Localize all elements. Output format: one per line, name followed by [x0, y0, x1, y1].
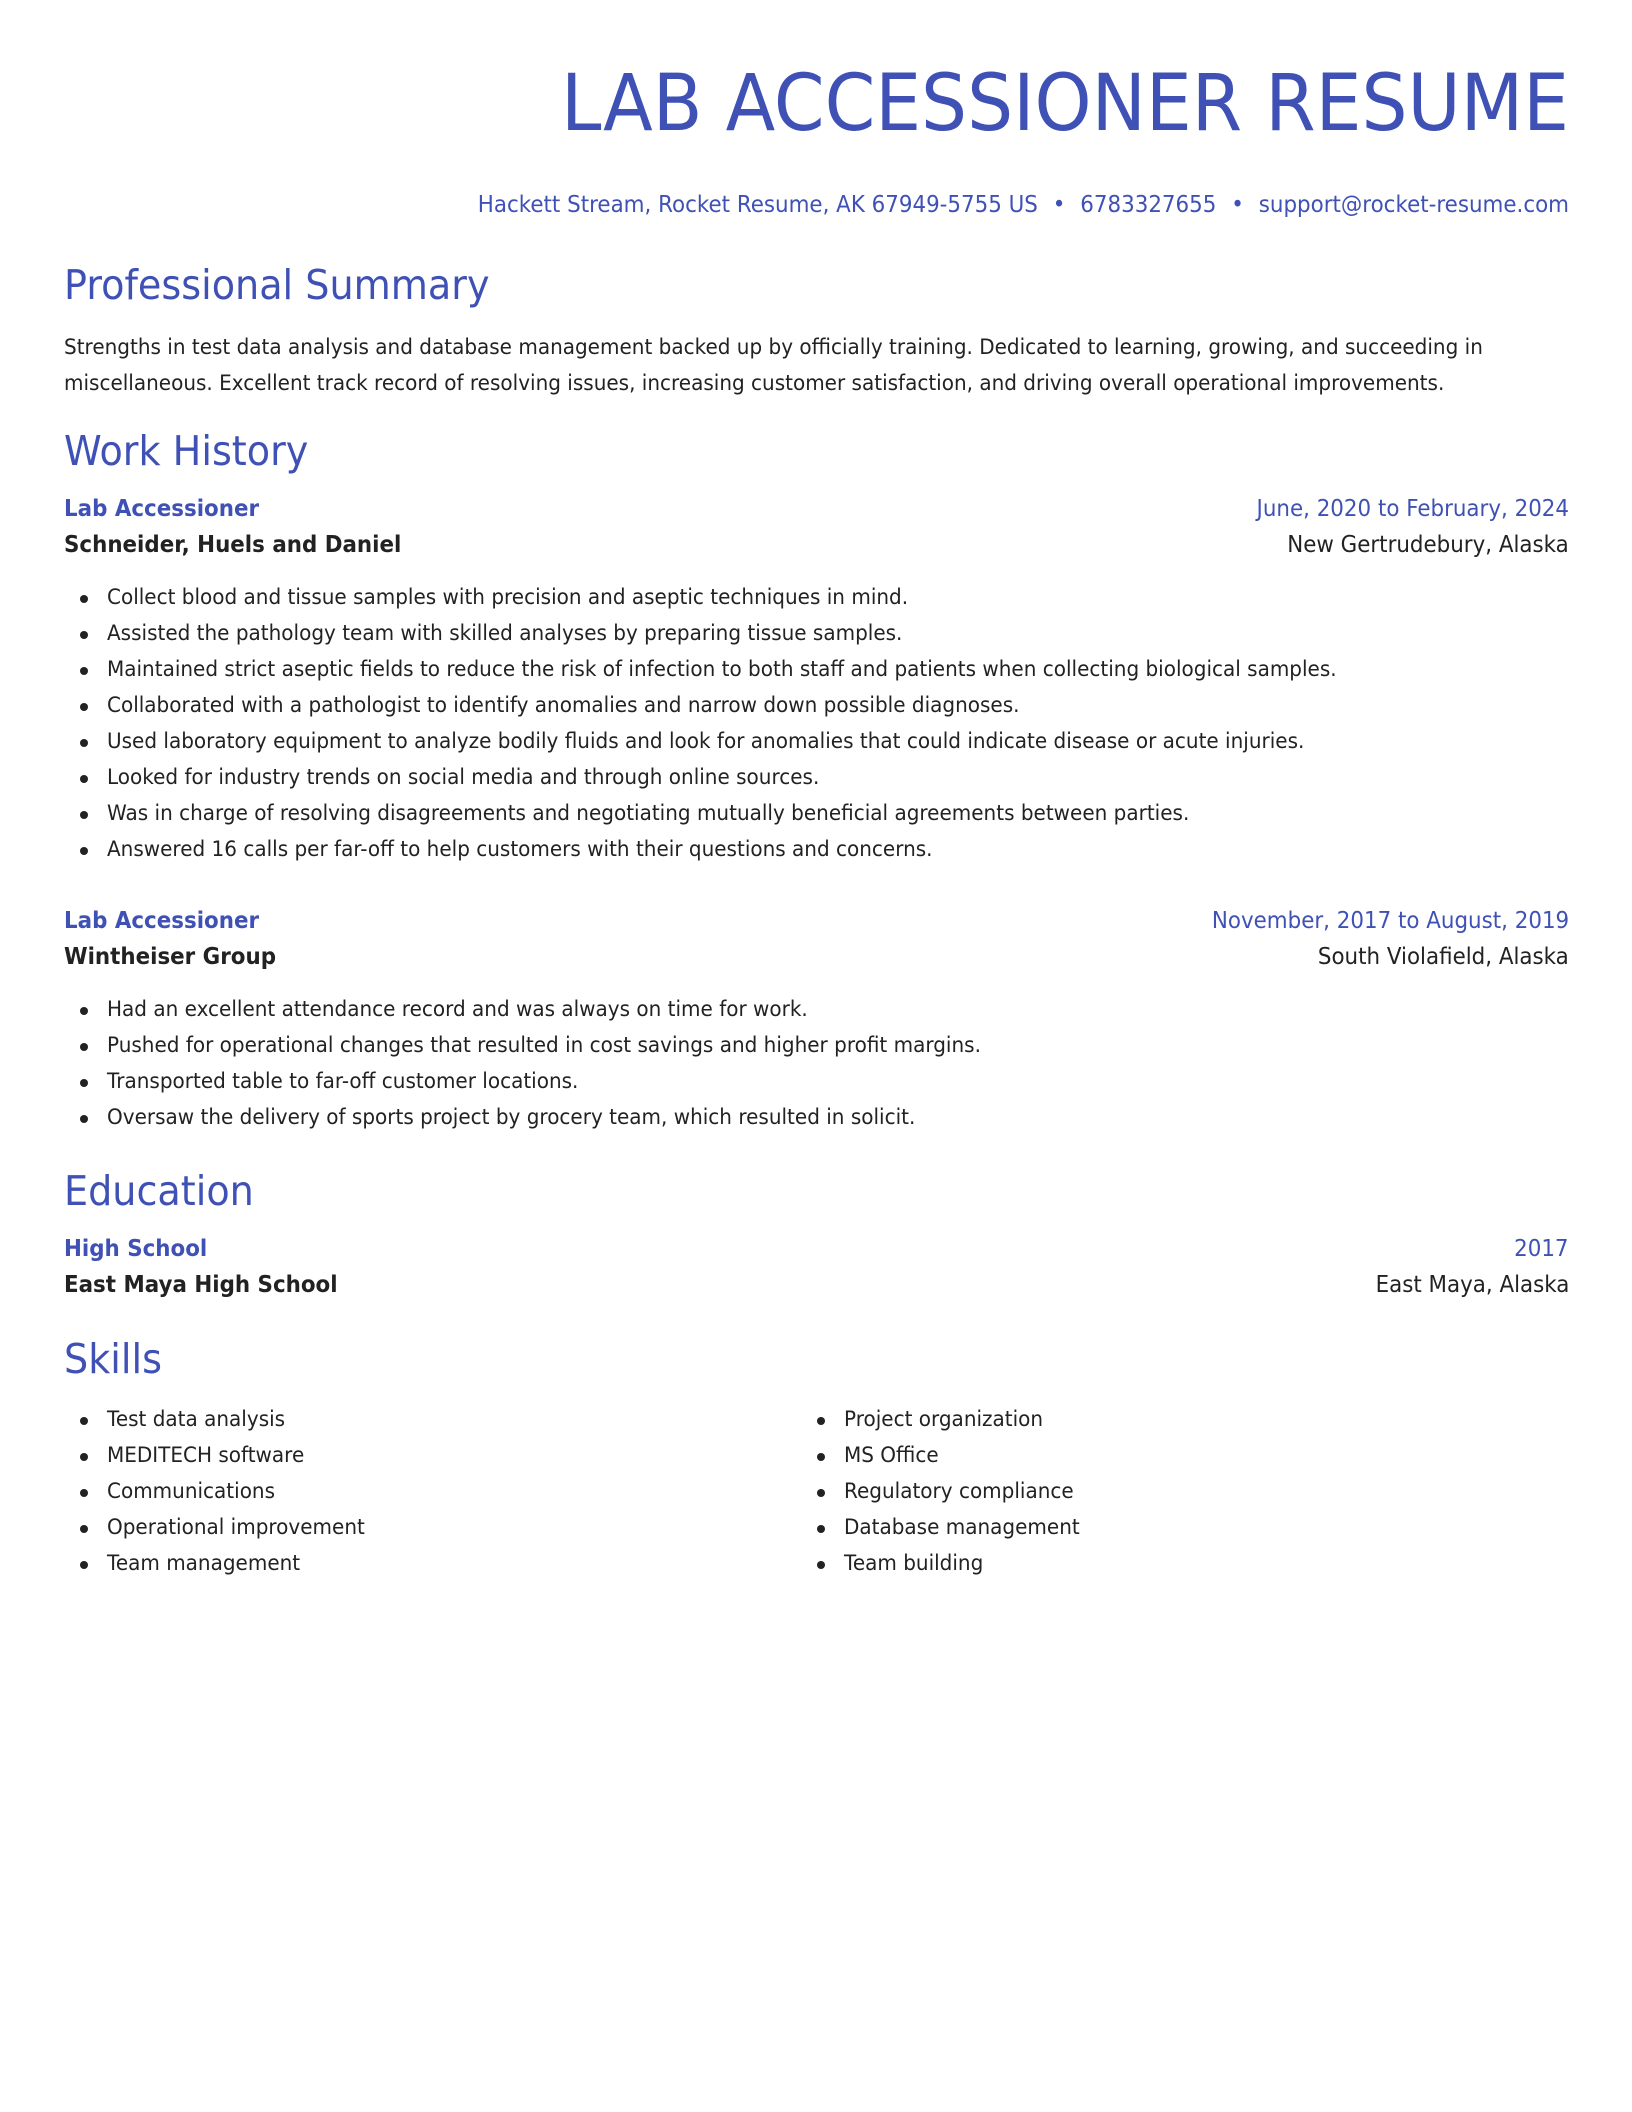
job-duties-list	[64, 580, 1569, 868]
job-header-row	[64, 904, 1569, 938]
job-company: Schneider, Huels and Daniel	[64, 532, 402, 558]
job-company-row	[64, 526, 1569, 564]
list-item: Collaborated with a pathologist to identify anomalies and narrow down possible diagnoses.	[64, 688, 1569, 724]
job-company: Wintheiser Group	[64, 944, 277, 970]
list-item: Was in charge of resolving disagreements and negotiating mutually beneficial agreements between parties.	[64, 796, 1569, 832]
contact-separator: •	[1231, 192, 1244, 218]
job-dates: June, 2020 to February, 2024	[1256, 496, 1569, 522]
job-title: Lab Accessioner	[64, 908, 260, 934]
skills-list-left	[64, 1402, 801, 1582]
job-dates: November, 2017 to August, 2019	[1211, 908, 1569, 934]
skill-item: Database management	[801, 1510, 1538, 1546]
list-item: Used laboratory equipment to analyze bodily fluids and look for anomalies that could indicate disease or acute injuries.	[64, 724, 1569, 760]
contact-address: Hackett Stream, Rocket Resume, AK 67949-5755 US	[477, 192, 1038, 218]
summary-text: Strengths in test data analysis and database management backed up by officially training. Dedicated to learning, growing, and succeeding in miscellaneous. Excellent track record of resolving issues, increasing customer satisfaction, and driving overall operational improvements.	[64, 335, 1483, 396]
job-entry	[64, 492, 1569, 868]
job-duties-list	[64, 992, 1569, 1136]
skills-list-right	[801, 1402, 1538, 1582]
education-entry	[64, 1232, 1569, 1304]
resume-page	[64, 0, 1569, 1582]
list-item: Collect blood and tissue samples with precision and aseptic techniques in mind.	[64, 580, 1569, 616]
skill-item: MS Office	[801, 1438, 1538, 1474]
contact-line	[169, 190, 1569, 220]
contact-phone: 6783327655	[1080, 192, 1217, 218]
skill-item: Team building	[801, 1546, 1538, 1582]
list-item: Assisted the pathology team with skilled analyses by preparing tissue samples.	[64, 616, 1569, 652]
summary-heading: Professional Summary	[64, 261, 490, 309]
skill-item: Test data analysis	[64, 1402, 801, 1438]
education-year: 2017	[1514, 1236, 1569, 1262]
education-header-row	[64, 1232, 1569, 1266]
skill-item: Communications	[64, 1474, 801, 1510]
list-item: Oversaw the delivery of sports project by grocery team, which resulted in solicit.	[64, 1100, 1569, 1136]
contact-email[interactable]: support@rocket-resume.com	[1258, 192, 1569, 218]
work-history-heading: Work History	[64, 427, 309, 475]
contact-separator: •	[1052, 192, 1066, 218]
skill-item: Team management	[64, 1546, 801, 1582]
education-school: East Maya High School	[64, 1272, 338, 1298]
list-item: Had an excellent attendance record and was always on time for work.	[64, 992, 1569, 1028]
list-item: Transported table to far-off customer locations.	[64, 1064, 1569, 1100]
education-degree: High School	[64, 1236, 208, 1262]
skill-item: Operational improvement	[64, 1510, 801, 1546]
job-header-row	[64, 492, 1569, 526]
list-item: Maintained strict aseptic fields to reduce the risk of infection to both staff and patients when collecting biological samples.	[64, 652, 1569, 688]
job-location: New Gertrudebury, Alaska	[1287, 532, 1569, 558]
skills-grid	[64, 1402, 1569, 1582]
list-item: Answered 16 calls per far-off to help customers with their questions and concerns.	[64, 832, 1569, 868]
job-entry	[64, 904, 1569, 1136]
list-item: Pushed for operational changes that resulted in cost savings and higher profit margins.	[64, 1028, 1569, 1064]
list-item: Looked for industry trends on social media and through online sources.	[64, 760, 1569, 796]
education-school-row	[64, 1266, 1569, 1304]
skill-item: MEDITECH software	[64, 1438, 801, 1474]
job-location: South Violafield, Alaska	[1318, 944, 1569, 970]
job-company-row	[64, 938, 1569, 976]
education-location: East Maya, Alaska	[1375, 1272, 1569, 1298]
skills-heading: Skills	[64, 1335, 162, 1383]
education-heading: Education	[64, 1167, 254, 1215]
resume-title: LAB ACCESSIONER RESUME	[561, 59, 1569, 149]
skill-item: Regulatory compliance	[801, 1474, 1538, 1510]
skill-item: Project organization	[801, 1402, 1538, 1438]
job-title: Lab Accessioner	[64, 496, 260, 522]
